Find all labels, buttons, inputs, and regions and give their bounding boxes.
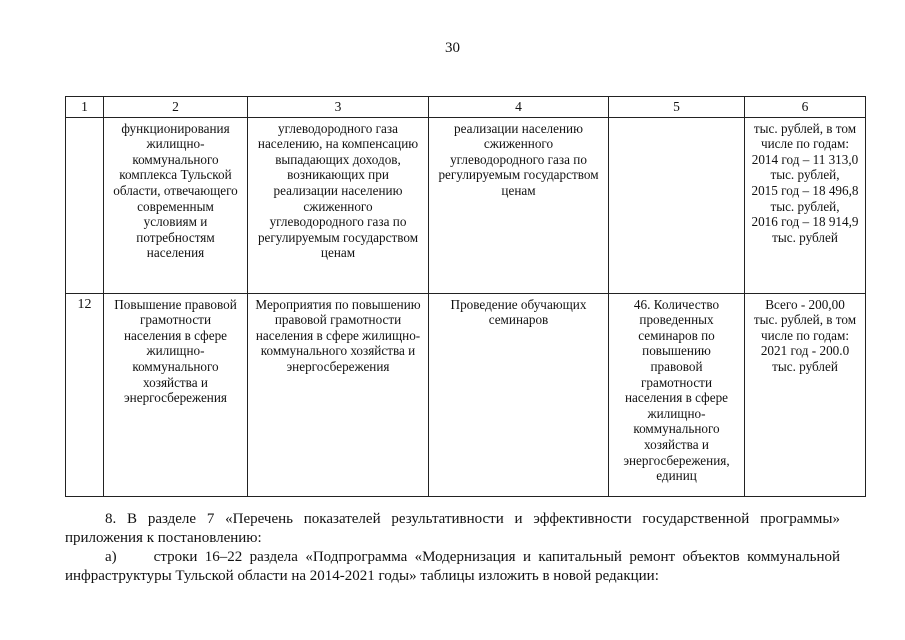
table-row: [66, 117, 866, 293]
paragraph-8-text: 8. В разделе 7 «Перечень показателей результативности и эффективности государственной программы» приложения к постановлению:: [65, 511, 840, 546]
cell-indicator: [609, 117, 745, 293]
cell-number: 12: [66, 293, 104, 496]
cell-goal: функционирования жилищно- коммунального комплекса Тульской области, отвечающего современным условиям и потребностям населения: [104, 117, 248, 293]
cell-number: [66, 117, 104, 293]
cell-funding: Всего - 200,00 тыс. рублей, в том числе по годам: 2021 год - 200.0 тыс. рублей: [745, 293, 866, 496]
cell-indicator: 46. Количество проведенных семинаров по повышению правовой грамотности населения в сфере жилищно- коммунального хозяйства и энергосбережения, единиц: [609, 293, 745, 496]
header-cell: 4: [429, 97, 609, 118]
page-number: 30: [445, 40, 460, 56]
header-cell: 2: [104, 97, 248, 118]
paragraph-a: [65, 548, 840, 586]
table-row: [66, 293, 866, 496]
program-table: [65, 96, 866, 497]
header-cell: 5: [609, 97, 745, 118]
header-cell: 3: [248, 97, 429, 118]
cell-goal: Повышение правовой грамотности населения в сфере жилищно- коммунального хозяйства и энергосбережения: [104, 293, 248, 496]
cell-activity: реализации населению сжиженного углеводородного газа по регулируемым государством ценам: [429, 117, 609, 293]
cell-funding: тыс. рублей, в том числе по годам: 2014 год – 11 313,0 тыс. рублей, 2015 год – 18 496,8 тыс. рублей, 2016 год – 18 914,9 тыс. рублей: [745, 117, 866, 293]
list-marker: а): [105, 549, 117, 565]
cell-activity: Проведение обучающих семинаров: [429, 293, 609, 496]
header-cell: 1: [66, 97, 104, 118]
paragraph-a-text: строки 16–22 раздела «Подпрограмма «Модернизация и капитальный ремонт объектов коммунальной инфраструктуры Тульской области на 2014-2021 годы» таблицы изложить в новой редакции:: [65, 549, 841, 584]
cell-measure: углеводородного газа населению, на компенсацию выпадающих доходов, возникающих при реализации населению сжиженного углеводородного газа по регулируемым государством ценам: [248, 117, 429, 293]
header-cell: 6: [745, 97, 866, 118]
paragraph-8: [65, 510, 840, 548]
cell-measure: Мероприятия по повышению правовой грамотности населения в сфере жилищно- коммунального хозяйства и энергосбережения: [248, 293, 429, 496]
table-header-row: [66, 97, 866, 118]
